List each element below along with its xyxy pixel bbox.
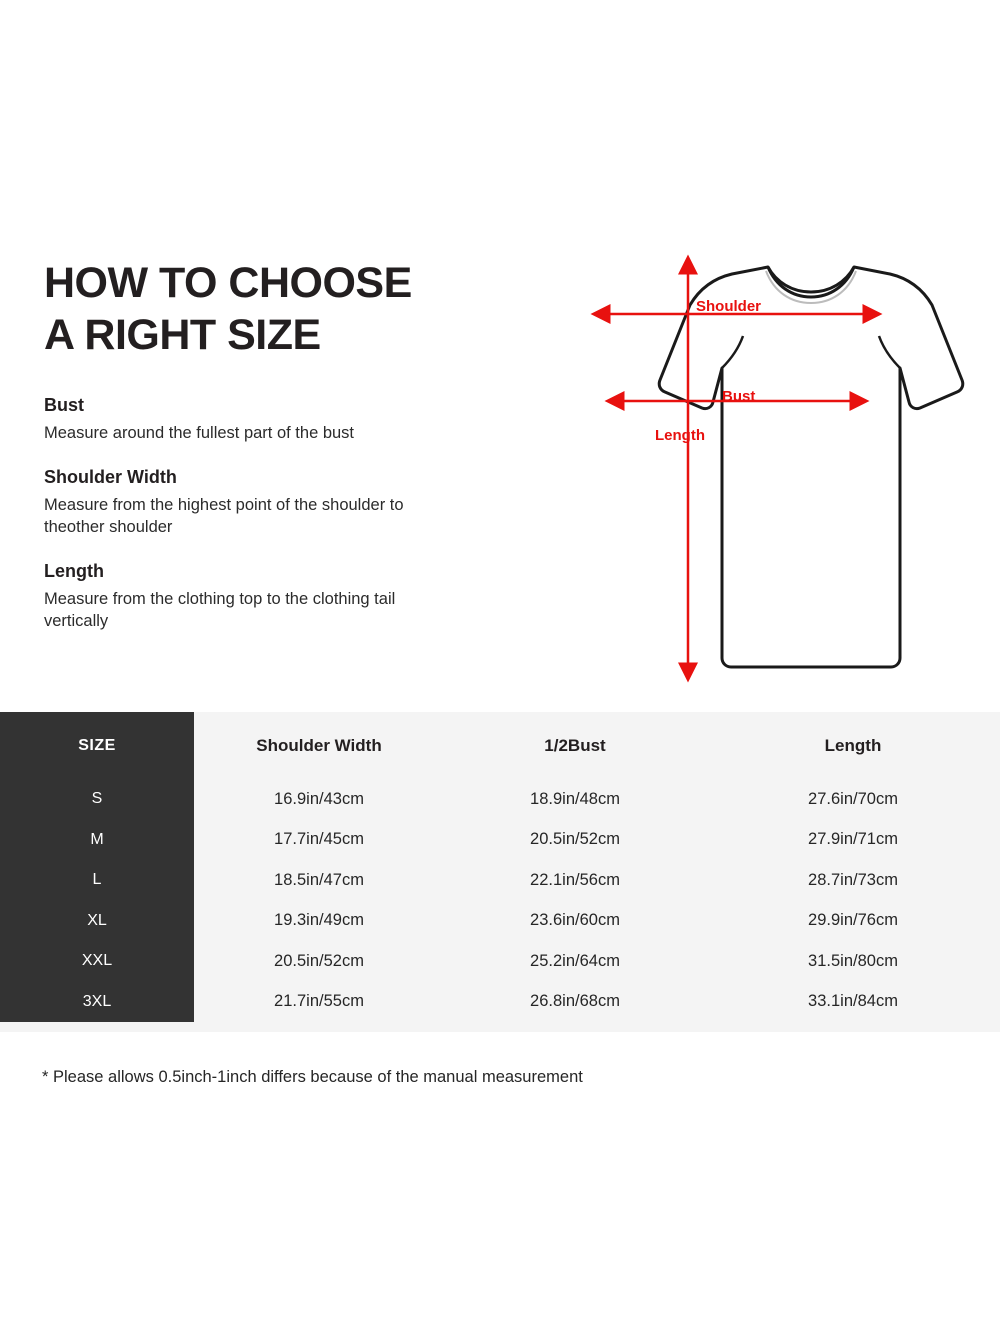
page-title-line-1: HOW TO CHOOSE	[44, 259, 412, 307]
size-chart-header-row	[0, 712, 1000, 779]
measurement-disclaimer: * Please allows 0.5inch-1inch differs because of the manual measurement	[42, 1068, 583, 1086]
size-cell: L	[0, 860, 194, 901]
size-cell: S	[0, 779, 194, 820]
table-row	[0, 901, 1000, 942]
half-bust-cell: 26.8in/68cm	[530, 992, 620, 1011]
table-row	[0, 941, 1000, 982]
size-cell: M	[0, 820, 194, 861]
term-shoulder-width-description: Measure from the highest point of the shoulder to theother shoulder	[44, 495, 404, 537]
shoulder-width-cell: 16.9in/43cm	[274, 789, 364, 808]
page-title-line-2: A RIGHT SIZE	[44, 310, 321, 359]
size-cell: XXL	[0, 941, 194, 982]
half-bust-cell: 25.2in/64cm	[530, 951, 620, 970]
table-row	[0, 820, 1000, 861]
size-chart-table	[0, 712, 1000, 1022]
term-length-title: Length	[44, 560, 104, 581]
length-cell: 27.6in/70cm	[808, 789, 898, 808]
term-bust-description: Measure around the fullest part of the bust	[44, 424, 355, 443]
term-bust-title: Bust	[44, 395, 84, 416]
size-cell: 3XL	[0, 982, 194, 1023]
shoulder-width-cell: 20.5in/52cm	[274, 951, 364, 970]
column-header-shoulder-width: Shoulder Width	[194, 712, 444, 779]
length-cell: 28.7in/73cm	[808, 870, 898, 889]
length-cell: 33.1in/84cm	[808, 992, 898, 1011]
shoulder-width-cell: 19.3in/49cm	[274, 911, 364, 930]
tshirt-measurement-diagram	[500, 240, 970, 690]
column-header-size: SIZE	[0, 712, 194, 779]
half-bust-cell: 18.9in/48cm	[530, 789, 620, 808]
half-bust-cell: 20.5in/52cm	[530, 830, 620, 849]
measurement-instructions	[44, 258, 484, 654]
column-header-half-bust: 1/2Bust	[444, 712, 706, 779]
half-bust-cell: 23.6in/60cm	[530, 911, 620, 930]
page-title	[44, 258, 484, 361]
term-bust	[44, 395, 484, 444]
tshirt-body-path	[659, 267, 963, 667]
column-header-length: Length	[706, 712, 1000, 779]
shoulder-width-cell: 18.5in/47cm	[274, 870, 364, 889]
term-shoulder-width-title: Shoulder Width	[44, 466, 177, 487]
shoulder-dimension-label: Shoulder	[696, 298, 762, 315]
length-dimension-label: Length	[655, 427, 705, 444]
length-cell: 27.9in/71cm	[808, 830, 898, 849]
size-chart-table-container	[0, 712, 1000, 1032]
size-cell: XL	[0, 901, 194, 942]
term-length-description: Measure from the clothing top to the clothing tail vertically	[44, 589, 396, 630]
bust-dimension-label: Bust	[722, 388, 756, 405]
shoulder-width-cell: 21.7in/55cm	[274, 992, 364, 1011]
table-row	[0, 779, 1000, 820]
table-row	[0, 860, 1000, 901]
length-cell: 31.5in/80cm	[808, 951, 898, 970]
half-bust-cell: 22.1in/56cm	[530, 870, 620, 889]
term-shoulder-width	[44, 467, 484, 539]
table-row	[0, 982, 1000, 1023]
shoulder-width-cell: 17.7in/45cm	[274, 830, 364, 849]
length-cell: 29.9in/76cm	[808, 911, 898, 930]
term-length	[44, 561, 484, 633]
